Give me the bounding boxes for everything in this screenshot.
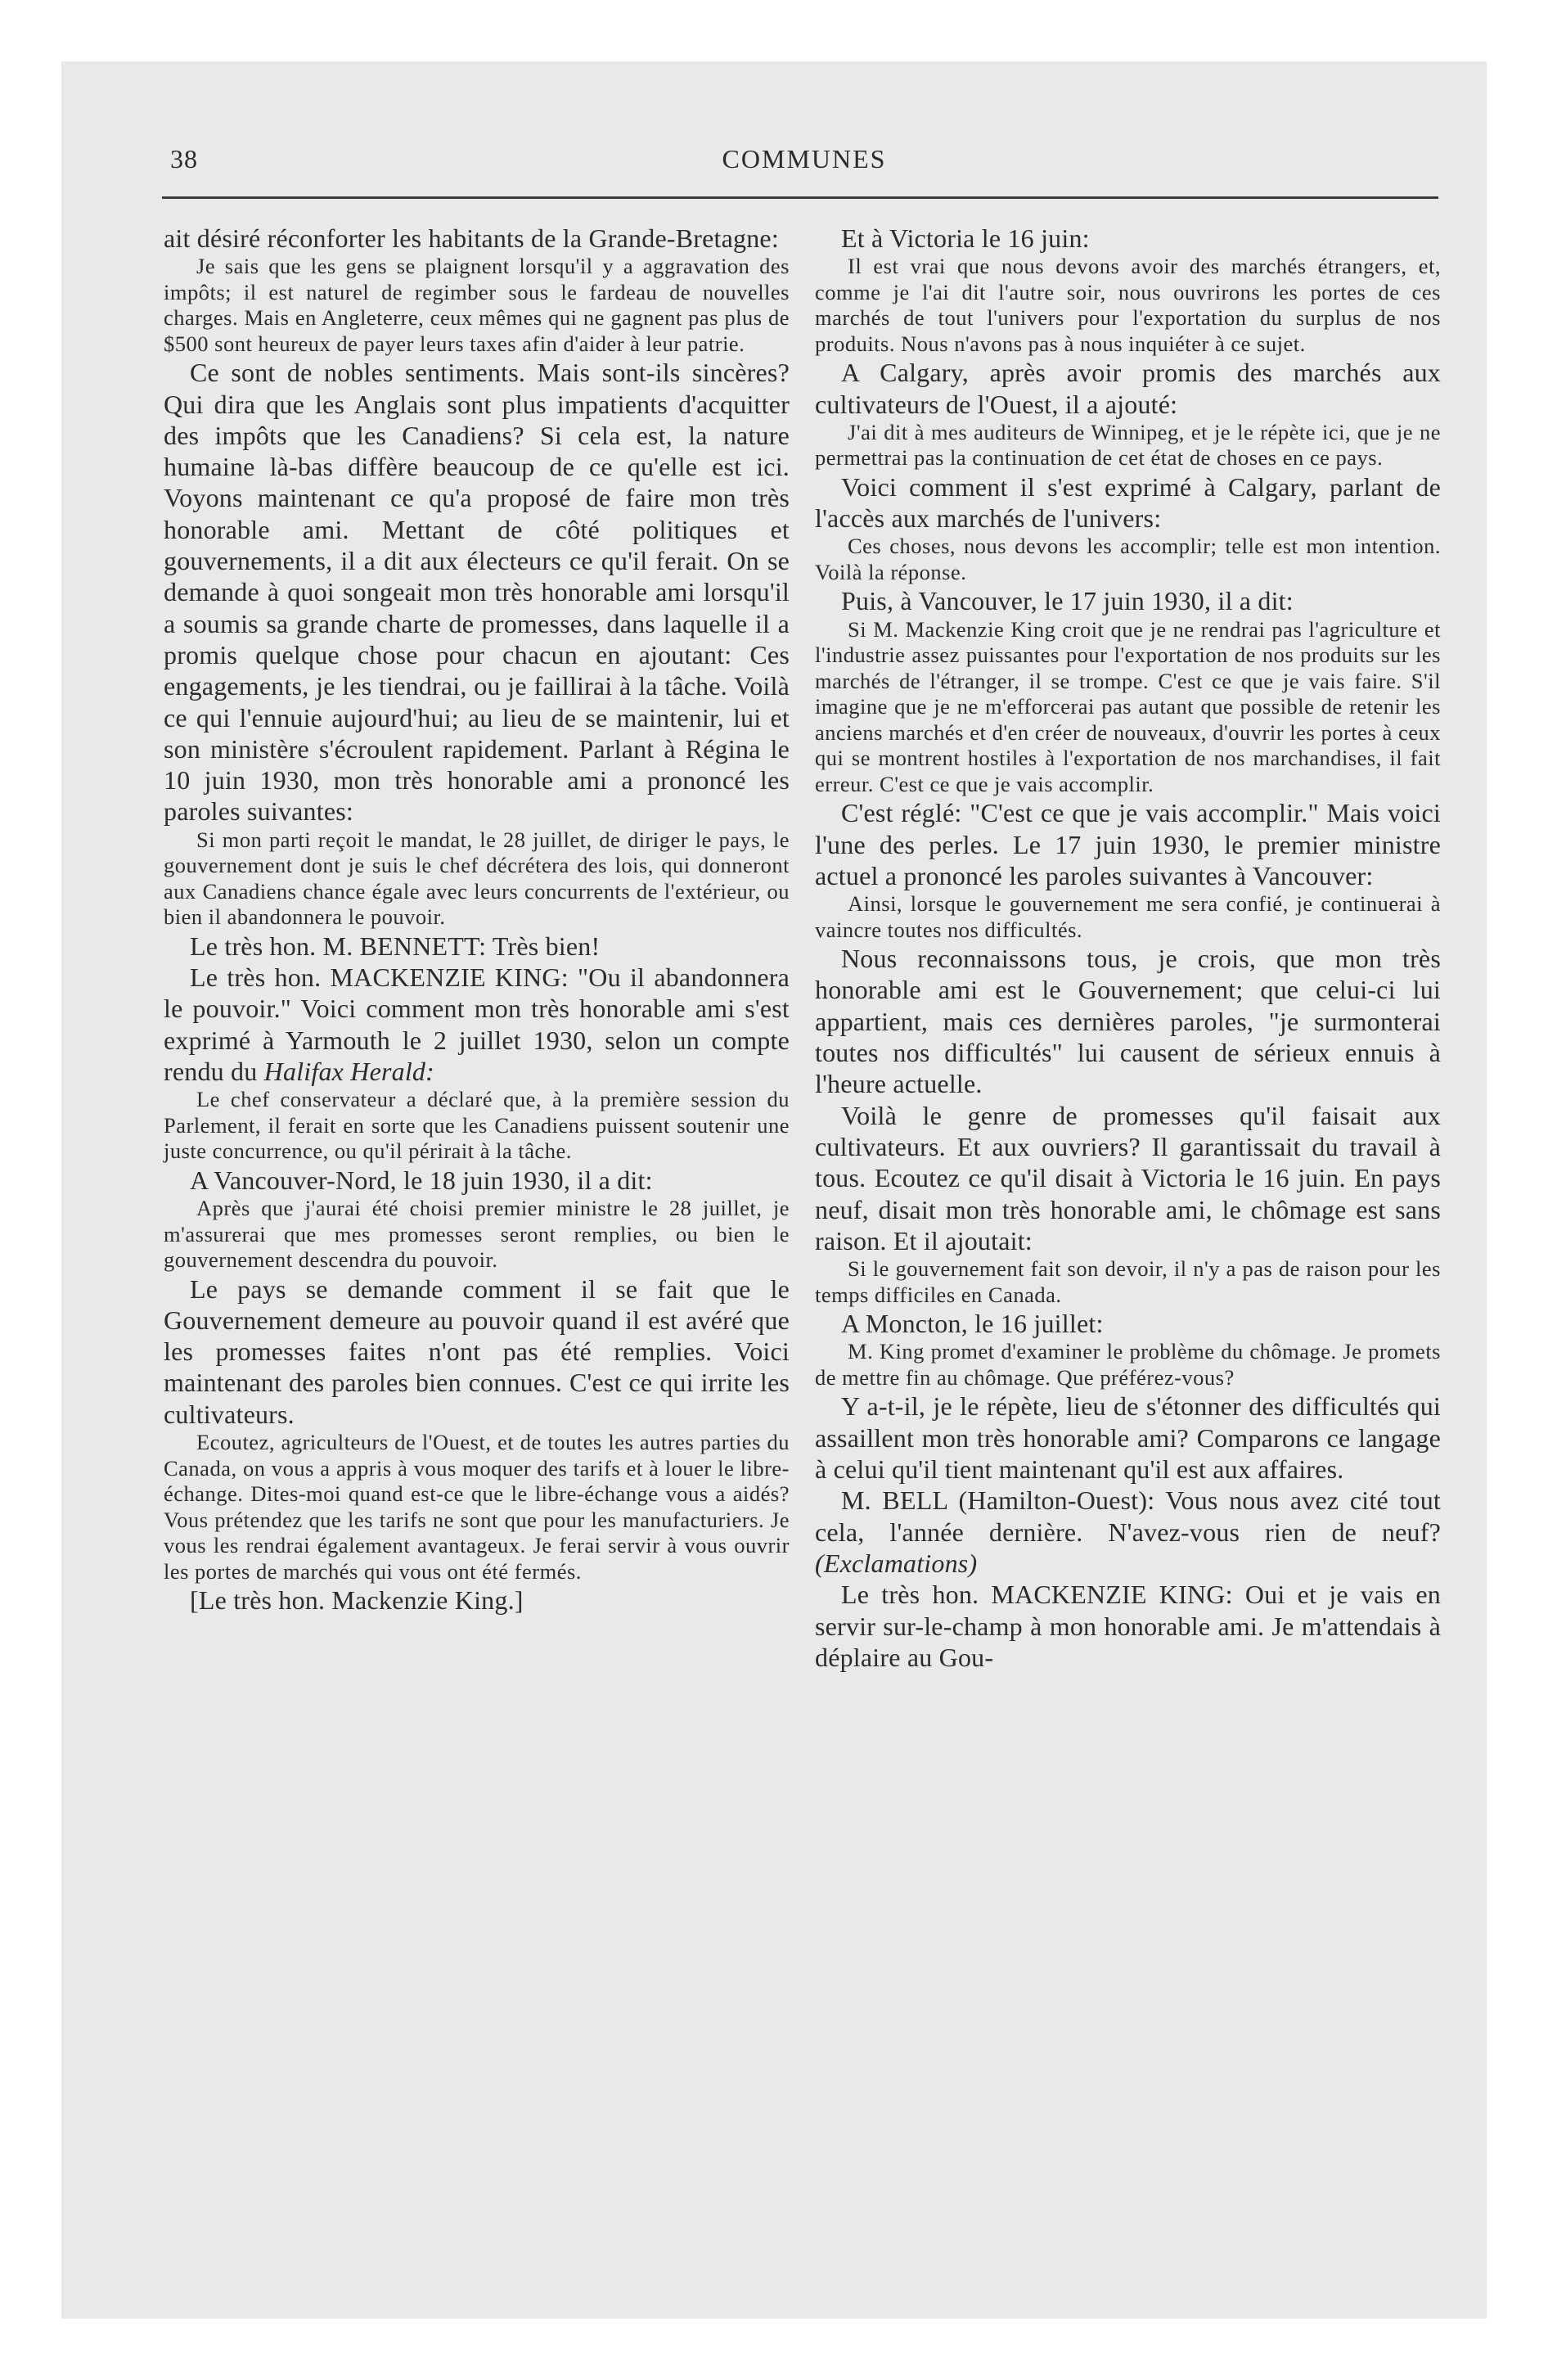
paragraph: A Moncton, le 16 juillet:	[841, 1309, 1104, 1339]
speaker-citation: [Le très hon. Mackenzie King.]	[190, 1585, 524, 1616]
quotation: Si M. Mackenzie King croit que je ne rendrai pas l'agriculture et l'industrie assez puissantes pour l'exportation de nos produits sur les marchés de l'étranger, il se trompe. C'est ce que je vais faire. S'il imagine que je ne m'efforcerai pas autant que possible de retenir les anciens marchés et d'en créer de nouveaux, d'ouvrir les portes à ceux qui se montrent hostiles à l'exportation de nos marchandises, il fait erreur. C'est ce que je vais accomplir.	[815, 616, 1441, 796]
paragraph: Nous reconnaissons tous, je crois, que mon très honorable ami est le Gouvernement; que celui-ci lui appartient, mais ces dernières paroles, "je surmonterai toutes nos difficultés" lui causent de sérieux ennuis à l'heure actuelle.	[815, 944, 1441, 1099]
left-column	[164, 223, 790, 1616]
paragraph: A Calgary, après avoir promis des marchés aux cultivateurs de l'Ouest, il a ajouté:	[815, 358, 1441, 419]
paragraph: Le très hon. M. BENNETT: Très bien!	[190, 931, 601, 961]
quotation: Je sais que les gens se plaignent lorsqu'il y a aggravation des impôts; il est naturel de regimber sous le fardeau de nouvelles charges. Mais en Angleterre, ceux mêmes qui ne gagnent pas plus de $500 sont heureux de payer leurs taxes afin d'aider à leur patrie.	[164, 254, 790, 356]
paragraph-text: Le très hon. MACKENZIE KING: "Ou il abandonnera le pouvoir." Voici comment mon très honorable ami s'est exprimé à Yarmouth le 2 juillet 1930, selon un compte rendu du	[164, 962, 790, 1086]
paragraph: Puis, à Vancouver, le 17 juin 1930, il a dit:	[841, 586, 1294, 616]
paragraph: ait désiré réconforter les habitants de la Grande-Bretagne:	[164, 223, 779, 253]
quotation: Si mon parti reçoit le mandat, le 28 juillet, de diriger le pays, le gouvernement dont je suis le chef décrétera des lois, qui donneront aux Canadiens chance égale avec leurs concurrents de l'extérieur, ou bien il abandonnera le pouvoir.	[164, 827, 790, 930]
quotation: Ainsi, lorsque le gouvernement me sera confié, je continuerai à vaincre toutes nos difficultés.	[815, 891, 1441, 942]
paragraph	[815, 1485, 1441, 1579]
paragraph: C'est réglé: "C'est ce que je vais accomplir." Mais voici l'une des perles. Le 17 juin 1930, le premier ministre actuel a prononcé les paroles suivantes à Vancouver:	[815, 798, 1441, 890]
quotation: Il est vrai que nous devons avoir des marchés étrangers, et, comme je l'ai dit l'autre soir, nous ouvrirons les portes de ces marchés de tout l'univers pour l'exportation du surplus de nos produits. Nous n'avons pas à nous inquiéter à ce sujet.	[815, 254, 1441, 356]
quotation: Après que j'aurai été choisi premier ministre le 28 juillet, je m'assurerai que mes promesses seront remplies, ou bien le gouvernement descendra du pouvoir.	[164, 1196, 790, 1273]
page-number: 38	[170, 144, 198, 174]
interjection: (Exclamations)	[815, 1548, 978, 1578]
running-title: COMMUNES	[722, 144, 887, 174]
paragraph-text: M. BELL (Hamilton-Ouest): Vous nous avez cité tout cela, l'année dernière. N'avez-vous rien de neuf?	[815, 1485, 1441, 1547]
paragraph: Voici comment il s'est exprimé à Calgary, parlant de l'accès aux marchés de l'univers:	[815, 471, 1441, 534]
page-header	[170, 144, 1438, 177]
paragraph	[164, 962, 790, 1087]
paragraph: Et à Victoria le 16 juin:	[841, 223, 1090, 253]
newspaper-title: Halifax Herald:	[263, 1056, 434, 1086]
quotation: M. King promet d'examiner le problème du chômage. Je promets de mettre fin au chômage. Que préférez-vous?	[815, 1339, 1441, 1390]
quotation: Si le gouvernement fait son devoir, il n'y a pas de raison pour les temps difficiles en Canada.	[815, 1256, 1441, 1307]
paragraph: Voilà le genre de promesses qu'il faisait aux cultivateurs. Et aux ouvriers? Il garantissait du travail à tous. Ecoutez ce qu'il disait à Victoria le 16 juin. En pays neuf, disait mon très honorable ami, le chômage est sans raison. Et il ajoutait:	[815, 1100, 1441, 1255]
paragraph: Le très hon. MACKENZIE KING: Oui et je vais en servir sur-le-champ à mon honorable ami. Je m'attendais à déplaire au Gou-	[815, 1580, 1441, 1672]
quotation: Le chef conservateur a déclaré que, à la première session du Parlement, il ferait en sorte que les Canadiens puissent soutenir une juste concurrence, ou qu'il périrait à la tâche.	[164, 1087, 790, 1164]
right-column	[815, 223, 1441, 1673]
paragraph: Le pays se demande comment il se fait que le Gouvernement demeure au pouvoir quand il est avéré que les promesses faites n'ont pas été remplies. Voici maintenant des paroles bien connues. C'est ce qui irrite les cultivateurs.	[164, 1273, 790, 1429]
quotation: Ces choses, nous devons les accomplir; telle est mon intention. Voilà la réponse.	[815, 534, 1441, 584]
paragraph: Y a-t-il, je le répète, lieu de s'étonner des difficultés qui assaillent mon très honorable ami? Comparons ce langage à celui qu'il tient maintenant qu'il est aux affaires.	[815, 1391, 1441, 1485]
header-rule	[162, 196, 1438, 199]
quotation: J'ai dit à mes auditeurs de Winnipeg, et je le répète ici, que je ne permettrai pas la continuation de cet état de choses en ce pays.	[815, 419, 1441, 471]
quotation: Ecoutez, agriculteurs de l'Ouest, et de toutes les autres parties du Canada, on vous a appris à vous moquer des tarifs et à louer le libre-échange. Dites-moi quand est-ce que le libre-échange vous a aidés? Vous prétendez que les tarifs ne sont que pour les manufacturiers. Je vous les rendrai également avantageux. Je ferai servir à vous ouvrir les portes de marchés qui vous ont été fermés.	[164, 1430, 790, 1584]
paragraph: Ce sont de nobles sentiments. Mais sont-ils sincères? Qui dira que les Anglais sont plus impatients d'acquitter des impôts que les Canadiens? Si cela est, la nature humaine là-bas diffère beaucoup de ce qu'elle est ici. Voyons maintenant ce qu'a proposé de faire mon très honorable ami. Mettant de côté politiques et gouvernements, il a dit aux électeurs ce qu'il ferait. On se demande à quoi songeait mon très honorable ami lorsqu'il a soumis sa grande charte de promesses, dans laquelle il a promis quelque chose pour chacun en ajoutant: Ces engagements, je les tiendrai, ou je faillirai à la tâche. Voilà ce qui l'ennuie aujourd'hui; au lieu de se maintenir, lui et son ministère s'écroulent rapidement. Parlant à Régina le 10 juin 1930, mon très honorable ami a prononcé les paroles suivantes:	[164, 358, 790, 827]
paragraph: A Vancouver-Nord, le 18 juin 1930, il a dit:	[190, 1165, 653, 1195]
